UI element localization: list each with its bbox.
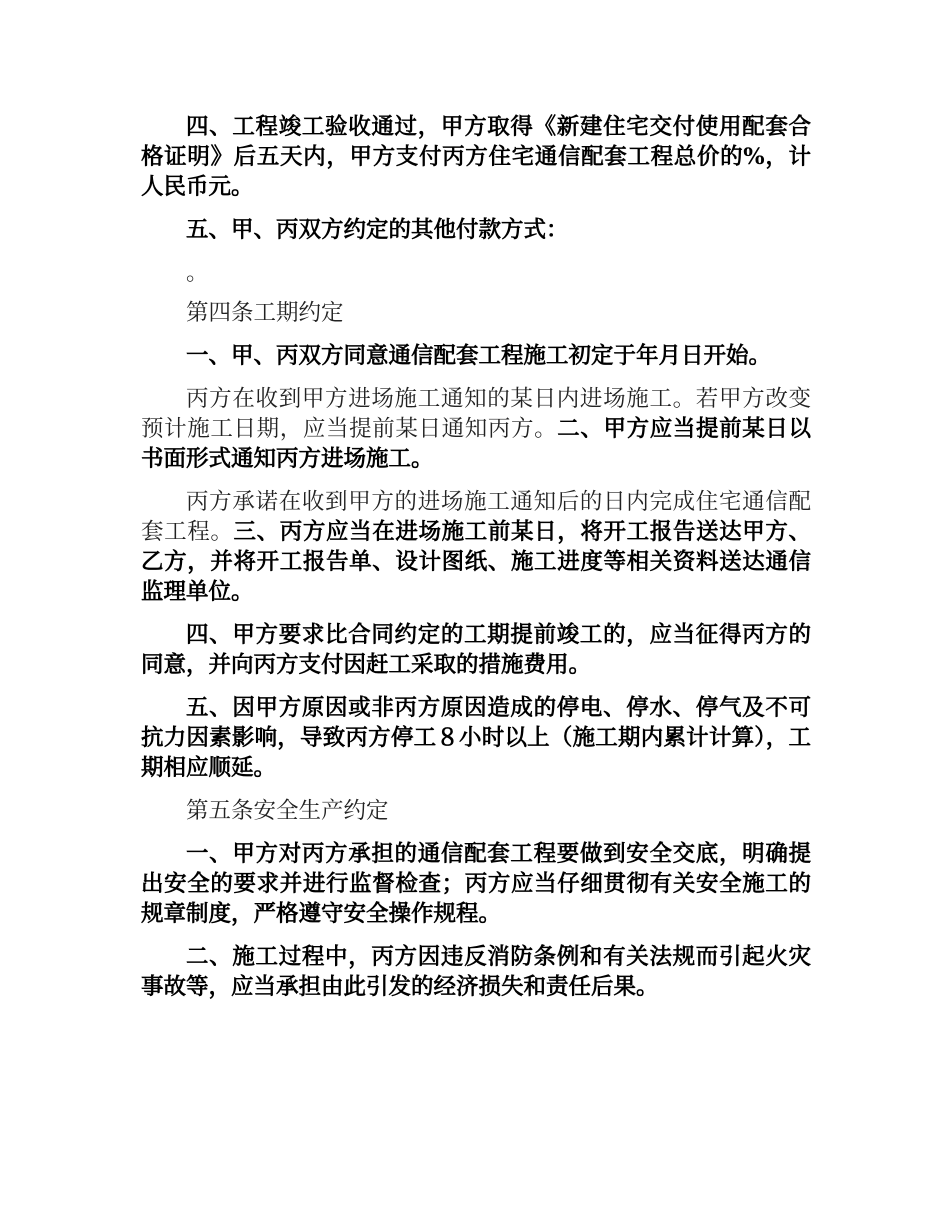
document-page: [141, 112, 811, 1015]
completion-commitment-text: 丙方承诺在收到甲方的进场施工通知后的日内完成住宅通信配套工程。: [141, 489, 811, 545]
paragraph-start-date: 一、甲、丙双方同意通信配套工程施工初定于年月日开始。: [186, 343, 772, 369]
start-report-text: 三、丙方应当在进场施工前某日，将开工报告送达甲方、乙方，并将开工报告单、设计图纸、施工进度等相关资料送达通信监理单位。: [141, 519, 811, 605]
paragraph-safety-briefing: 一、甲方对丙方承担的通信配套工程要做到安全交底，明确提出安全的要求并进行监督检查；丙方应当仔细贯彻有关安全施工的规章制度，严格遵守安全操作规程。: [141, 841, 811, 927]
written-notice-text: 二、甲方应当提前某日以书面形式通知丙方进场施工。: [141, 416, 811, 472]
section-heading-article-5: 第五条安全生产约定: [186, 798, 389, 824]
section-heading-article-4: 第四条工期约定: [186, 300, 344, 326]
paragraph-delay-extension: 五、因甲方原因或非丙方原因造成的停电、停水、停气及不可抗力因素影响，导致丙方停工８小时以上（施工期内累计计算），工期相应顺延。: [141, 695, 811, 781]
paragraph-completion-payment: 四、工程竣工验收通过，甲方取得《新建住宅交付使用配套合格证明》后五天内，甲方支付丙方住宅通信配套工程总价的%，计人民币元。: [141, 114, 811, 200]
paragraph-other-payment: 五、甲、丙双方约定的其他付款方式：: [186, 217, 569, 243]
paragraph-entry-notice: [141, 384, 811, 474]
paragraph-period: 。: [186, 260, 209, 286]
paragraph-early-completion: 四、甲方要求比合同约定的工期提前竣工的，应当征得丙方的同意，并向丙方支付因赶工采取的措施费用。: [141, 622, 811, 678]
entry-notice-text: 丙方在收到甲方进场施工通知的某日内进场施工。若甲方改变预计施工日期，应当提前某日通知丙方。: [141, 386, 811, 442]
paragraph-completion-commitment: [141, 487, 811, 607]
paragraph-fire-liability: 二、施工过程中，丙方因违反消防条例和有关法规而引起火灾事故等，应当承担由此引发的经济损失和责任后果。: [141, 944, 811, 1000]
